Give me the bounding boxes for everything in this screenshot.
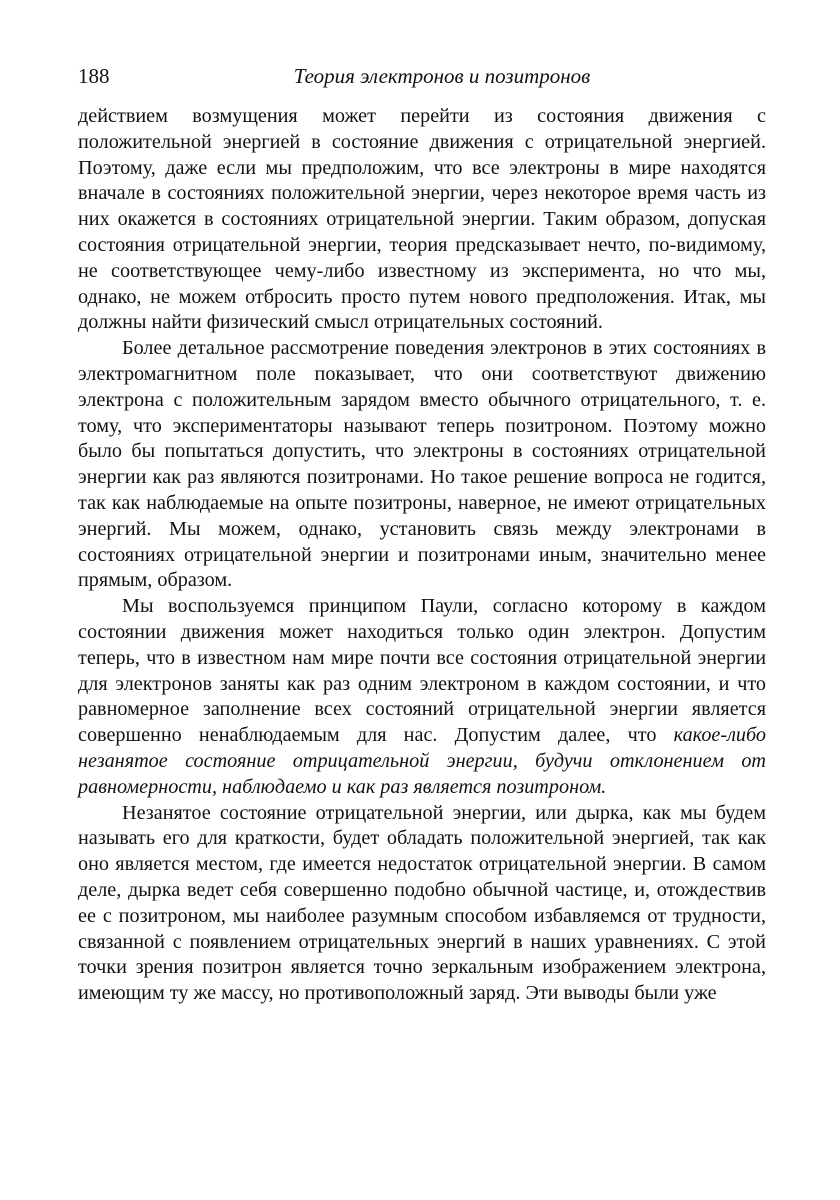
paragraph-4-text: Незанятое состояние отрицательной энергии, или дырка, как мы будем называть его для краткости, будет обладать положительной энергией, так как оно является местом, где имеется недостаток отрицательной энергии. В самом деле, дырка ведет себя совершенно подобно обычной частице, и, отождествив ее с позитроном, мы наиболее разумным способом избавляемся от трудности, связанной с появлением отрицательных энергий в наших уравнениях. С этой точки зрения позитрон является точно зеркальным изображением электрона, имеющим ту же массу, но противоположный заряд. Эти выводы были уже <box>78 801 766 1005</box>
paragraph-3 <box>78 594 766 800</box>
paragraph-2-text: Более детальное рассмотрение поведения электронов в этих состояниях в электромагнитном поле показывает, что они соответствуют движению электрона с положительным зарядом вместо обычного отрицательного, т. е. тому, что экспериментаторы называют теперь позитроном. Поэтому можно было бы попытаться допустить, что электроны в состояниях отрицательной энергии как раз являются позитронами. Но такое решение вопроса не годится, так как наблюдаемые на опыте позитроны, наверное, не имеют отрицательных энергий. Мы можем, однако, установить связь между электронами в состояниях отрицательной энергии и позитронами иным, значительно менее прямым, образом. <box>78 337 766 592</box>
paragraph-1-text: действием возмущения может перейти из состояния движения с положительной энергией в состояние движения с отрицательной энергией. Поэтому, даже если мы предположим, что все электроны в мире находятся вначале в состояниях положительной энергии, через некоторое время часть из них окажется в состояниях отрицательной энергии. Таким образом, допуская состояния отрицательной энергии, теория предсказывает нечто, по-видимому, не соответствующее чему-либо известному из эксперимента, но что мы, однако, не можем отбросить просто путем нового предположения. Итак, мы должны найти физический смысл отрицательных состояний. <box>78 105 766 334</box>
book-page <box>78 58 766 1007</box>
paragraph-4 <box>78 801 766 1007</box>
paragraph-1 <box>78 104 766 336</box>
paragraph-3-text: Мы воспользуемся принципом Паули, согласно которому в каждом состоянии движения может находиться только один электрон. Допустим теперь, что в известном нам мире почти все состояния отрицательной энергии для электронов заняты как раз одним электроном в каждом состоянии, и что равномерное заполнение всех состояний отрицательной энергии является совершенно ненаблюдаемым для нас. Допустим далее, что <box>78 595 766 747</box>
paragraph-3-emphasis: какое-либо незанятое состояние отрицательной энергии, будучи отклонением от равномерности, наблюдаемо и как раз является позитроном. <box>78 724 766 798</box>
running-title: Теория электронов и позитронов <box>293 64 591 88</box>
page-header <box>78 58 766 94</box>
body-text <box>78 104 766 1007</box>
paragraph-2 <box>78 336 766 594</box>
page-number: 188 <box>78 64 110 88</box>
